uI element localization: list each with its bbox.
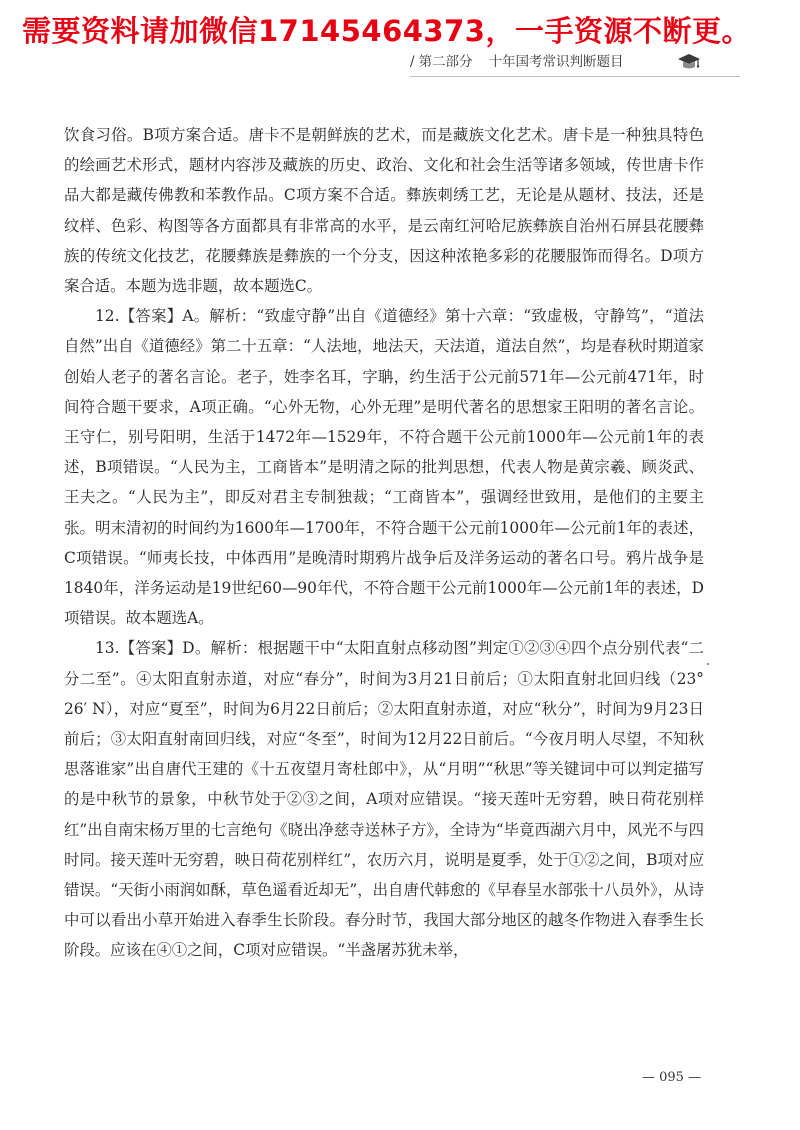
graduation-cap-icon <box>677 50 701 74</box>
paragraph-answer-12: 12.【答案】A。解析：“致虚守静”出自《道德经》第十六章：“致虚极，守静笃”，“道法自然”出自《道德经》第二十五章：“人法地，地法天，天法道，道法自然”，均是春秋时期道家创始人老子的著名言论。老子，姓李名耳，字聃，约生活于公元前571年—公元前471年，时间符合题干要求，A项正确。“心外无物，心外无理”是明代著名的思想家王阳明的著名言论。王守仁，别号阳明，生活于1472年—1529年，不符合题干公元前1000年—公元前1年的表述，B项错误。“人民为主，工商皆本”是明清之际的批判思想，代表人物是黄宗羲、顾炎武、王夫之。“人民为主”，即反对君主专制独裁；“工商皆本”，强调经世致用，是他们的主要主张。明末清初的时间约为1600年—1700年，不符合题干公元前1000年—公元前1年的表述，C项错误。“师夷长技，中体西用”是晚清时期鸦片战争后及洋务运动的著名口号。鸦片战争是1840年，洋务运动是19世纪60—90年代，不符合题干公元前1000年—公元前1年的表述，D项错误。故本题选A。 <box>64 307 704 628</box>
banner-watermark: 需要资料请加微信17145464373，一手资源不断更。 <box>22 14 751 48</box>
running-head-slash: / <box>410 54 415 70</box>
paragraph-answer-13: 13.【答案】D。解析：根据题干中“太阳直射点移动图”判定①②③④四个点分别代表“二分二至”。④太阳直射赤道，对应“春分”，时间为3月21日前后；①太阳直射北回归线（23° 26′ N），对应“夏至”，时间为6月22日前后；②太阳直射赤道，对应“秋分”，时间为9月23日前后；③太阳直射南回归线，对应“冬至”，时间为12月22日前后。“今夜月明人尽望，不知秋思落谁家”出自唐代王建的《十五夜望月寄杜郎中》，从“月明”“秋思”等关键词中可以判定描写的是中秋节的景象，中秋节处于②③之间，A项对应错误。“接天莲叶无穷碧，映日荷花别样红”出自南宋杨万里的七言绝句《晓出净慈寺送林子方》，全诗为“毕竟西湖六月中，风光不与四时同。接天莲叶无穷碧，映日荷花别样红”，农历六月，说明是夏季，处于①②之间，B项对应错误。“天街小雨润如酥，草色遥看近却无”，出自唐代韩愈的《早春呈水部张十八员外》，从诗中可以看出小草开始进入春季生长阶段。春分时节，我国大部分地区的越冬作物进入春季生长阶段。应该在④①之间，C项对应错误。“半盏屠苏犹未举， <box>64 639 704 960</box>
page-number: — 095 — <box>642 1070 702 1085</box>
answer-text <box>64 120 704 966</box>
scan-speck <box>707 663 709 665</box>
paragraph-continuation: 饮食习俗。B项方案合适。唐卡不是朝鲜族的艺术，而是藏族文化艺术。唐卡是一种独具特色的绘画艺术形式，题材内容涉及藏族的历史、政治、文化和社会生活等诸多领域，传世唐卡作品大都是藏传佛教和苯教作品。C项方案不合适。彝族刺绣工艺，无论是从题材、技法，还是纹样、色彩、构图等各方面都具有非常高的水平，是云南红河哈尼族彝族自治州石屏县花腰彝族的传统文化技艺，花腰彝族是彝族的一个分支，因这种浓艳多彩的花腰服饰而得名。D项方案合适。本题为选非题，故本题选C。 <box>64 126 704 296</box>
running-head-part: 第二部分 <box>418 54 473 70</box>
running-head-title: 十年国考常识判断题目 <box>488 54 624 70</box>
